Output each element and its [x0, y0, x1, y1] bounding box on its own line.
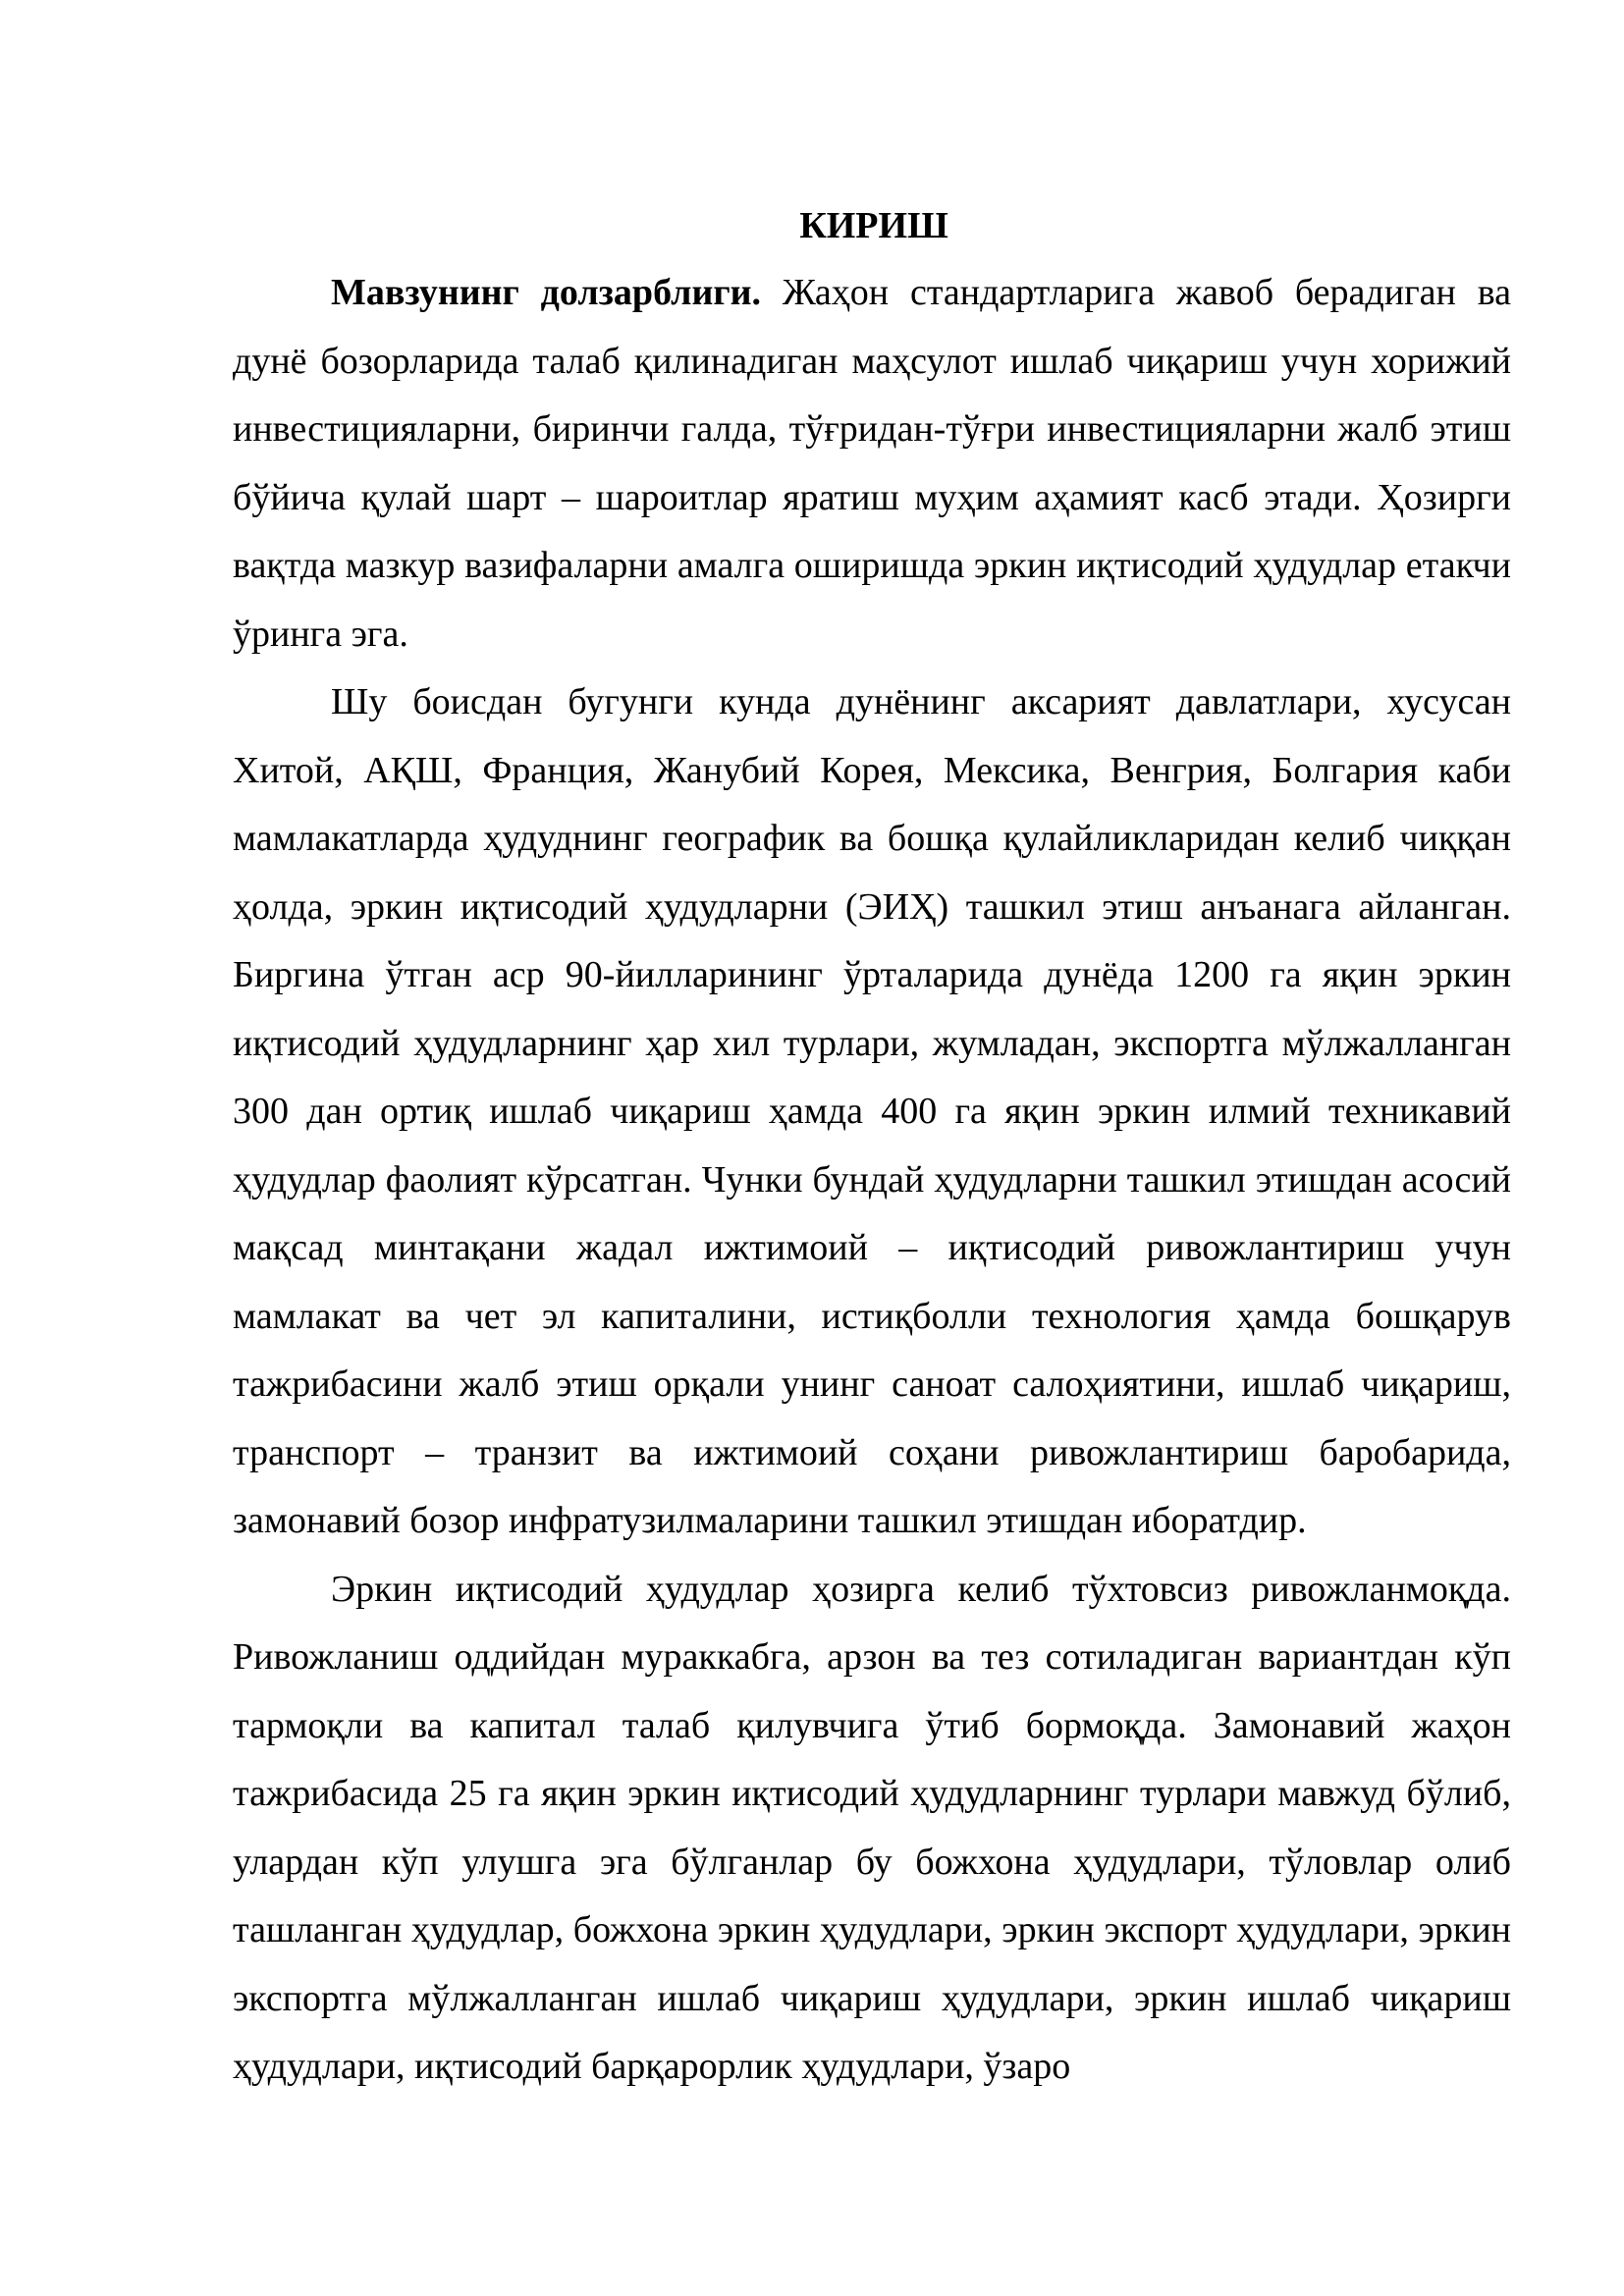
paragraph-text: Шу боисдан бугунги кунда дунёнинг аксарият давлатлари, хусусан Хитой, АҚШ, Франция, Жанубий Корея, Мексика, Венгрия, Болгария каби мамлакатларда ҳудуднинг географик ва бошқа қулайликларидан келиб чиққан ҳолда, эркин иқтисодий ҳудудларни (ЭИҲ) ташкил этиш анъанага айланган. Биргина ўтган аср 90-йилларининг ўрталарида дунёда 1200 га яқин эркин иқтисодий ҳудудларнинг ҳар хил турлари, жумладан, экспортга мўлжалланган 300 дан ортиқ ишлаб чиқариш ҳамда 400 га яқин эркин илмий техникавий ҳудудлар фаолият кўрсатган. Чунки бундай ҳудудларни ташкил этишдан асосий мақсад минтақани жадал ижтимоий – иқтисодий ривожлантириш учун мамлакат ва чет эл капиталини, истиқболли технология ҳамда бошқарув тажрибасини жалб этиш орқали унинг саноат салоҳиятини, ишлаб чиқариш, транспорт – транзит ва ижтимоий соҳани ривожлантириш баробарида, замонавий бозор инфратузилмаларини ташкил этишдан иборатдир. [233, 681, 1511, 1541]
paragraph-text: Эркин иқтисодий ҳудудлар ҳозирга келиб тўхтовсиз ривожланмоқда. Ривожланиш оддийдан мураккабга, арзон ва тез сотиладиган вариантдан кўп тармоқли ва капитал талаб қилувчига ўтиб бормоқда. Замонавий жаҳон тажрибасида 25 га яқин эркин иқтисодий ҳудудларнинг турлари мавжуд бўлиб, улардан кўп улушга эга бўлганлар бу божхона ҳудудлари, тўловлар олиб ташланган ҳудудлар, божхона эркин ҳудудлари, эркин экспорт ҳудудлари, эркин экспортга мўлжалланган ишлаб чиқариш ҳудудлари, эркин ишлаб чиқариш ҳудудлари, иқтисодий барқарорлик ҳудудлари, ўзаро [233, 1568, 1511, 2087]
document-body [233, 192, 1511, 2102]
paragraph-zone-types [233, 1556, 1511, 2102]
paragraph-relevance [233, 259, 1511, 668]
paragraph-lead: Мавзунинг долзарблиги. [331, 272, 761, 313]
paragraph-countries [233, 668, 1511, 1556]
paragraph-text: Жаҳон стандартларига жавоб берадиган ва дунё бозорларида талаб қилинадиган маҳсулот ишлаб чиқариш учун хорижий инвестицияларни, биринчи галда, тўғридан-тўғри инвестицияларни жалб этиш бўйича қулай шарт – шароитлар яратиш муҳим аҳамият касб этади. Ҳозирги вақтда мазкур вазифаларни амалга оширишда эркин иқтисодий ҳудудлар етакчи ўринга эга. [233, 272, 1512, 655]
section-heading: КИРИШ [799, 205, 948, 246]
